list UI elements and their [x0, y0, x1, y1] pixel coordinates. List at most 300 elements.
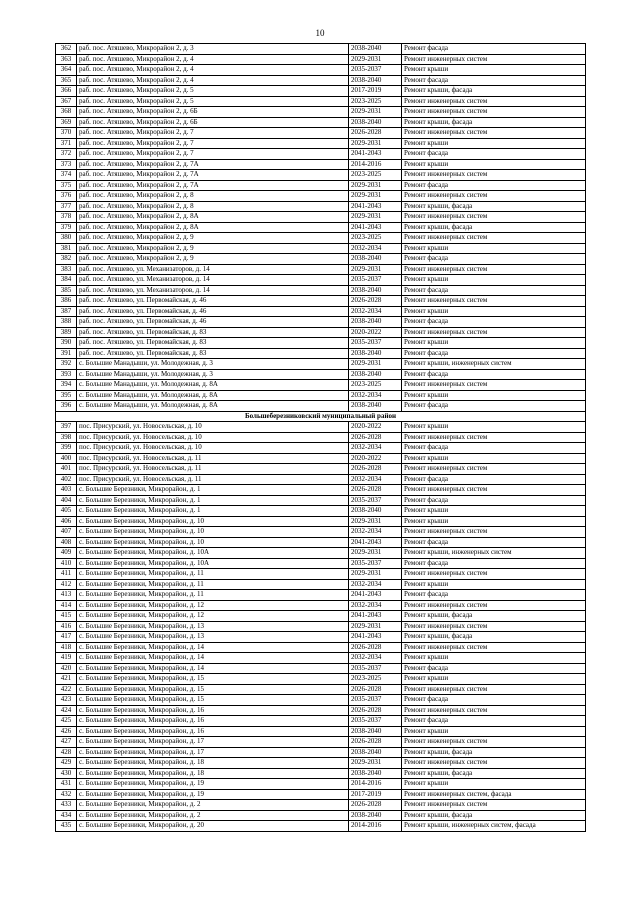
period-cell: 2032-2034 [349, 600, 402, 611]
work-type-cell: Ремонт крыши, фасада [402, 201, 586, 212]
table-row [56, 285, 586, 296]
work-type-cell: Ремонт фасада [402, 149, 586, 160]
address-cell: раб. пос. Атяшево, Микрорайон 2, д. 3 [77, 44, 349, 55]
work-type-cell: Ремонт инженерных систем [402, 758, 586, 769]
address-cell: с. Большие Манадыши, ул. Молодежная, д. 3 [77, 359, 349, 370]
period-cell: 2041-2043 [349, 632, 402, 643]
address-cell: раб. пос. Атяшево, Микрорайон 2, д. 4 [77, 54, 349, 65]
period-cell: 2038-2040 [349, 254, 402, 265]
work-type-cell: Ремонт фасада [402, 590, 586, 601]
work-type-cell: Ремонт крыши, фасада [402, 632, 586, 643]
work-type-cell: Ремонт крыши [402, 506, 586, 517]
row-number: 381 [56, 243, 77, 254]
row-number: 402 [56, 474, 77, 485]
table-row [56, 590, 586, 601]
table-row [56, 159, 586, 170]
work-type-cell: Ремонт инженерных систем [402, 485, 586, 496]
table-row [56, 149, 586, 160]
table-row [56, 317, 586, 328]
address-cell: раб. пос. Атяшево, Микрорайон 2, д. 7А [77, 170, 349, 181]
address-cell: с. Большие Березники, Микрорайон, д. 20 [77, 821, 349, 832]
address-cell: с. Большие Березники, Микрорайон, д. 12 [77, 600, 349, 611]
period-cell: 2035-2037 [349, 558, 402, 569]
work-type-cell: Ремонт инженерных систем [402, 432, 586, 443]
row-number: 419 [56, 653, 77, 664]
period-cell: 2029-2031 [349, 359, 402, 370]
address-cell: раб. пос. Атяшево, Микрорайон 2, д. 7А [77, 159, 349, 170]
row-number: 403 [56, 485, 77, 496]
work-type-cell: Ремонт фасада [402, 317, 586, 328]
period-cell: 2017-2019 [349, 789, 402, 800]
address-cell: с. Большие Березники, Микрорайон, д. 14 [77, 653, 349, 664]
row-number: 406 [56, 516, 77, 527]
table-row [56, 443, 586, 454]
table-row [56, 264, 586, 275]
work-type-cell: Ремонт крыши, фасада [402, 768, 586, 779]
table-row [56, 621, 586, 632]
period-cell: 2035-2037 [349, 65, 402, 76]
address-cell: с. Большие Манадыши, ул. Молодежная, д. 8А [77, 401, 349, 412]
work-type-cell: Ремонт фасада [402, 474, 586, 485]
address-cell: с. Большие Манадыши, ул. Молодежная, д. 8А [77, 380, 349, 391]
address-cell: с. Большие Березники, Микрорайон, д. 18 [77, 768, 349, 779]
row-number: 432 [56, 789, 77, 800]
work-type-cell: Ремонт инженерных систем [402, 107, 586, 118]
period-cell: 2032-2034 [349, 579, 402, 590]
period-cell: 2035-2037 [349, 716, 402, 727]
row-number: 398 [56, 432, 77, 443]
period-cell: 2038-2040 [349, 369, 402, 380]
table-row [56, 579, 586, 590]
table-row [56, 705, 586, 716]
row-number: 384 [56, 275, 77, 286]
row-number: 393 [56, 369, 77, 380]
work-type-cell: Ремонт крыши [402, 726, 586, 737]
work-type-cell: Ремонт инженерных систем [402, 191, 586, 202]
work-type-cell: Ремонт инженерных систем [402, 327, 586, 338]
row-number: 434 [56, 810, 77, 821]
row-number: 397 [56, 422, 77, 433]
address-cell: раб. пос. Атяшево, ул. Первомайская, д. 46 [77, 306, 349, 317]
period-cell: 2041-2043 [349, 149, 402, 160]
table-row [56, 201, 586, 212]
section-title: Большеберезниковский муниципальный район [56, 411, 586, 422]
row-number: 375 [56, 180, 77, 191]
table-row [56, 674, 586, 685]
row-number: 362 [56, 44, 77, 55]
row-number: 394 [56, 380, 77, 391]
table-row [56, 600, 586, 611]
table-row [56, 432, 586, 443]
work-type-cell: Ремонт инженерных систем [402, 233, 586, 244]
row-number: 416 [56, 621, 77, 632]
table-row [56, 107, 586, 118]
address-cell: раб. пос. Атяшево, Микрорайон 2, д. 6Б [77, 117, 349, 128]
work-type-cell: Ремонт инженерных систем [402, 600, 586, 611]
period-cell: 2026-2028 [349, 432, 402, 443]
row-number: 435 [56, 821, 77, 832]
address-cell: раб. пос. Атяшево, ул. Первомайская, д. 46 [77, 296, 349, 307]
work-type-cell: Ремонт фасада [402, 663, 586, 674]
address-cell: раб. пос. Атяшево, Микрорайон 2, д. 9 [77, 243, 349, 254]
table-row [56, 716, 586, 727]
table-row [56, 86, 586, 97]
work-type-cell: Ремонт инженерных систем [402, 527, 586, 538]
address-cell: с. Большие Березники, Микрорайон, д. 1 [77, 495, 349, 506]
table-row [56, 422, 586, 433]
table-row [56, 789, 586, 800]
address-cell: пос. Присурский, ул. Новосельская, д. 10 [77, 422, 349, 433]
period-cell: 2014-2016 [349, 779, 402, 790]
table-row [56, 485, 586, 496]
table-row [56, 212, 586, 223]
work-type-cell: Ремонт инженерных систем [402, 212, 586, 223]
table-row [56, 233, 586, 244]
row-number: 410 [56, 558, 77, 569]
table-row [56, 537, 586, 548]
period-cell: 2029-2031 [349, 138, 402, 149]
row-number: 364 [56, 65, 77, 76]
row-number: 400 [56, 453, 77, 464]
row-number: 413 [56, 590, 77, 601]
address-cell: с. Большие Березники, Микрорайон, д. 18 [77, 758, 349, 769]
period-cell: 2026-2028 [349, 296, 402, 307]
address-cell: раб. пос. Атяшево, ул. Первомайская, д. 83 [77, 327, 349, 338]
repair-schedule-body [56, 44, 586, 832]
work-type-cell: Ремонт инженерных систем [402, 264, 586, 275]
period-cell: 2026-2028 [349, 684, 402, 695]
address-cell: с. Большие Березники, Микрорайон, д. 16 [77, 726, 349, 737]
table-row [56, 453, 586, 464]
page-number: 10 [315, 28, 325, 38]
row-number: 401 [56, 464, 77, 475]
period-cell: 2020-2022 [349, 327, 402, 338]
period-cell: 2032-2034 [349, 243, 402, 254]
period-cell: 2032-2034 [349, 653, 402, 664]
work-type-cell: Ремонт крыши [402, 138, 586, 149]
table-row [56, 348, 586, 359]
address-cell: с. Большие Березники, Микрорайон, д. 16 [77, 716, 349, 727]
row-number: 408 [56, 537, 77, 548]
period-cell: 2026-2028 [349, 737, 402, 748]
table-row [56, 642, 586, 653]
period-cell: 2029-2031 [349, 180, 402, 191]
row-number: 370 [56, 128, 77, 139]
row-number: 390 [56, 338, 77, 349]
period-cell: 2020-2022 [349, 453, 402, 464]
address-cell: с. Большие Березники, Микрорайон, д. 1 [77, 485, 349, 496]
row-number: 433 [56, 800, 77, 811]
row-number: 392 [56, 359, 77, 370]
address-cell: с. Большие Березники, Микрорайон, д. 14 [77, 663, 349, 674]
period-cell: 2029-2031 [349, 516, 402, 527]
period-cell: 2038-2040 [349, 44, 402, 55]
address-cell: раб. пос. Атяшево, Микрорайон 2, д. 8А [77, 222, 349, 233]
period-cell: 2038-2040 [349, 117, 402, 128]
period-cell: 2029-2031 [349, 621, 402, 632]
row-number: 395 [56, 390, 77, 401]
table-row [56, 611, 586, 622]
period-cell: 2029-2031 [349, 548, 402, 559]
work-type-cell: Ремонт крыши [402, 243, 586, 254]
address-cell: раб. пос. Атяшево, ул. Первомайская, д. 83 [77, 338, 349, 349]
address-cell: раб. пос. Атяшево, ул. Первомайская, д. 46 [77, 317, 349, 328]
work-type-cell: Ремонт крыши [402, 390, 586, 401]
row-number: 415 [56, 611, 77, 622]
row-number: 414 [56, 600, 77, 611]
work-type-cell: Ремонт фасада [402, 716, 586, 727]
address-cell: с. Большие Березники, Микрорайон, д. 16 [77, 705, 349, 716]
work-type-cell: Ремонт фасада [402, 695, 586, 706]
address-cell: с. Большие Березники, Микрорайон, д. 15 [77, 674, 349, 685]
table-row [56, 800, 586, 811]
address-cell: пос. Присурский, ул. Новосельская, д. 10 [77, 432, 349, 443]
row-number: 391 [56, 348, 77, 359]
table-row [56, 663, 586, 674]
row-number: 383 [56, 264, 77, 275]
period-cell: 2029-2031 [349, 191, 402, 202]
table-row [56, 779, 586, 790]
row-number: 377 [56, 201, 77, 212]
table-row [56, 96, 586, 107]
row-number: 378 [56, 212, 77, 223]
address-cell: с. Большие Березники, Микрорайон, д. 17 [77, 737, 349, 748]
work-type-cell: Ремонт крыши [402, 159, 586, 170]
period-cell: 2035-2037 [349, 695, 402, 706]
work-type-cell: Ремонт фасада [402, 369, 586, 380]
table-row [56, 338, 586, 349]
period-cell: 2041-2043 [349, 537, 402, 548]
table-row [56, 495, 586, 506]
work-type-cell: Ремонт крыши, фасада [402, 222, 586, 233]
address-cell: с. Большие Манадыши, ул. Молодежная, д. 8А [77, 390, 349, 401]
table-row [56, 128, 586, 139]
row-number: 363 [56, 54, 77, 65]
period-cell: 2029-2031 [349, 107, 402, 118]
period-cell: 2023-2025 [349, 233, 402, 244]
table-row [56, 516, 586, 527]
address-cell: с. Большие Березники, Микрорайон, д. 15 [77, 684, 349, 695]
work-type-cell: Ремонт фасада [402, 180, 586, 191]
address-cell: с. Большие Березники, Микрорайон, д. 15 [77, 695, 349, 706]
row-number: 426 [56, 726, 77, 737]
work-type-cell: Ремонт крыши [402, 306, 586, 317]
work-type-cell: Ремонт крыши [402, 338, 586, 349]
row-number: 399 [56, 443, 77, 454]
row-number: 372 [56, 149, 77, 160]
work-type-cell: Ремонт инженерных систем [402, 705, 586, 716]
table-row [56, 464, 586, 475]
address-cell: с. Большие Манадыши, ул. Молодежная, д. 3 [77, 369, 349, 380]
address-cell: с. Большие Березники, Микрорайон, д. 19 [77, 789, 349, 800]
row-number: 404 [56, 495, 77, 506]
work-type-cell: Ремонт крыши, фасада [402, 747, 586, 758]
address-cell: раб. пос. Атяшево, Микрорайон 2, д. 9 [77, 233, 349, 244]
address-cell: с. Большие Березники, Микрорайон, д. 13 [77, 632, 349, 643]
work-type-cell: Ремонт инженерных систем [402, 642, 586, 653]
work-type-cell: Ремонт инженерных систем [402, 464, 586, 475]
table-row [56, 191, 586, 202]
row-number: 430 [56, 768, 77, 779]
table-row [56, 506, 586, 517]
work-type-cell: Ремонт крыши [402, 453, 586, 464]
table-row [56, 243, 586, 254]
address-cell: с. Большие Березники, Микрорайон, д. 1 [77, 506, 349, 517]
work-type-cell: Ремонт крыши [402, 275, 586, 286]
address-cell: раб. пос. Атяшево, ул. Механизаторов, д. 14 [77, 285, 349, 296]
table-row [56, 75, 586, 86]
period-cell: 2038-2040 [349, 768, 402, 779]
address-cell: раб. пос. Атяшево, Микрорайон 2, д. 4 [77, 75, 349, 86]
row-number: 424 [56, 705, 77, 716]
address-cell: с. Большие Березники, Микрорайон, д. 11 [77, 579, 349, 590]
address-cell: раб. пос. Атяшево, ул. Механизаторов, д. 14 [77, 264, 349, 275]
address-cell: с. Большие Березники, Микрорайон, д. 17 [77, 747, 349, 758]
address-cell: с. Большие Березники, Микрорайон, д. 2 [77, 810, 349, 821]
address-cell: раб. пос. Атяшево, Микрорайон 2, д. 8 [77, 201, 349, 212]
period-cell: 2038-2040 [349, 401, 402, 412]
period-cell: 2038-2040 [349, 747, 402, 758]
table-row [56, 170, 586, 181]
table-row [56, 737, 586, 748]
address-cell: с. Большие Березники, Микрорайон, д. 10 [77, 527, 349, 538]
table-row [56, 380, 586, 391]
work-type-cell: Ремонт инженерных систем [402, 380, 586, 391]
row-number: 387 [56, 306, 77, 317]
address-cell: пос. Присурский, ул. Новосельская, д. 11 [77, 464, 349, 475]
period-cell: 2035-2037 [349, 338, 402, 349]
row-number: 386 [56, 296, 77, 307]
row-number: 417 [56, 632, 77, 643]
table-row [56, 401, 586, 412]
period-cell: 2029-2031 [349, 212, 402, 223]
table-row [56, 138, 586, 149]
address-cell: раб. пос. Атяшево, Микрорайон 2, д. 4 [77, 65, 349, 76]
repair-schedule-table [55, 43, 586, 832]
table-row [56, 359, 586, 370]
address-cell: раб. пос. Атяшево, ул. Механизаторов, д. 14 [77, 275, 349, 286]
address-cell: с. Большие Березники, Микрорайон, д. 19 [77, 779, 349, 790]
work-type-cell: Ремонт инженерных систем [402, 684, 586, 695]
work-type-cell: Ремонт крыши [402, 422, 586, 433]
address-cell: раб. пос. Атяшево, Микрорайон 2, д. 8 [77, 191, 349, 202]
period-cell: 2023-2025 [349, 170, 402, 181]
address-cell: с. Большие Березники, Микрорайон, д. 11 [77, 590, 349, 601]
row-number: 421 [56, 674, 77, 685]
row-number: 405 [56, 506, 77, 517]
table-row [56, 180, 586, 191]
row-number: 427 [56, 737, 77, 748]
work-type-cell: Ремонт фасада [402, 254, 586, 265]
period-cell: 2023-2025 [349, 674, 402, 685]
work-type-cell: Ремонт фасада [402, 44, 586, 55]
period-cell: 2023-2025 [349, 96, 402, 107]
address-cell: раб. пос. Атяшево, Микрорайон 2, д. 7 [77, 138, 349, 149]
row-number: 422 [56, 684, 77, 695]
address-cell: пос. Присурский, ул. Новосельская, д. 10 [77, 443, 349, 454]
row-number: 376 [56, 191, 77, 202]
work-type-cell: Ремонт крыши [402, 779, 586, 790]
row-number: 409 [56, 548, 77, 559]
table-row [56, 684, 586, 695]
period-cell: 2032-2034 [349, 390, 402, 401]
address-cell: пос. Присурский, ул. Новосельская, д. 11 [77, 453, 349, 464]
table-row [56, 548, 586, 559]
period-cell: 2038-2040 [349, 506, 402, 517]
row-number: 367 [56, 96, 77, 107]
address-cell: с. Большие Березники, Микрорайон, д. 2 [77, 800, 349, 811]
table-row [56, 758, 586, 769]
row-number: 382 [56, 254, 77, 265]
work-type-cell: Ремонт фасада [402, 558, 586, 569]
work-type-cell: Ремонт крыши, фасада [402, 611, 586, 622]
work-type-cell: Ремонт инженерных систем [402, 800, 586, 811]
row-number: 431 [56, 779, 77, 790]
address-cell: с. Большие Березники, Микрорайон, д. 12 [77, 611, 349, 622]
row-number: 420 [56, 663, 77, 674]
row-number: 385 [56, 285, 77, 296]
work-type-cell: Ремонт инженерных систем [402, 621, 586, 632]
table-row [56, 653, 586, 664]
table-row [56, 695, 586, 706]
work-type-cell: Ремонт фасада [402, 495, 586, 506]
period-cell: 2026-2028 [349, 800, 402, 811]
work-type-cell: Ремонт фасада [402, 348, 586, 359]
row-number: 380 [56, 233, 77, 244]
work-type-cell: Ремонт инженерных систем [402, 128, 586, 139]
address-cell: раб. пос. Атяшево, Микрорайон 2, д. 7 [77, 128, 349, 139]
table-row [56, 726, 586, 737]
period-cell: 2041-2043 [349, 201, 402, 212]
work-type-cell: Ремонт фасада [402, 401, 586, 412]
address-cell: раб. пос. Атяшево, ул. Первомайская, д. 83 [77, 348, 349, 359]
address-cell: с. Большие Березники, Микрорайон, д. 14 [77, 642, 349, 653]
row-number: 369 [56, 117, 77, 128]
work-type-cell: Ремонт инженерных систем [402, 296, 586, 307]
row-number: 423 [56, 695, 77, 706]
period-cell: 2038-2040 [349, 726, 402, 737]
work-type-cell: Ремонт инженерных систем [402, 96, 586, 107]
period-cell: 2038-2040 [349, 75, 402, 86]
period-cell: 2029-2031 [349, 569, 402, 580]
period-cell: 2029-2031 [349, 264, 402, 275]
period-cell: 2035-2037 [349, 495, 402, 506]
address-cell: с. Большие Березники, Микрорайон, д. 10А [77, 548, 349, 559]
work-type-cell: Ремонт инженерных систем [402, 737, 586, 748]
period-cell: 2038-2040 [349, 810, 402, 821]
table-row [56, 54, 586, 65]
period-cell: 2038-2040 [349, 285, 402, 296]
work-type-cell: Ремонт крыши, инженерных систем, фасада [402, 821, 586, 832]
period-cell: 2038-2040 [349, 348, 402, 359]
table-row [56, 222, 586, 233]
table-row [56, 117, 586, 128]
period-cell: 2029-2031 [349, 758, 402, 769]
row-number: 379 [56, 222, 77, 233]
address-cell: с. Большие Березники, Микрорайон, д. 13 [77, 621, 349, 632]
table-row [56, 558, 586, 569]
table-row [56, 306, 586, 317]
period-cell: 2026-2028 [349, 705, 402, 716]
period-cell: 2026-2028 [349, 485, 402, 496]
row-number: 425 [56, 716, 77, 727]
address-cell: раб. пос. Атяшево, Микрорайон 2, д. 5 [77, 96, 349, 107]
table-row [56, 369, 586, 380]
address-cell: с. Большие Березники, Микрорайон, д. 10А [77, 558, 349, 569]
work-type-cell: Ремонт инженерных систем [402, 569, 586, 580]
address-cell: раб. пос. Атяшево, Микрорайон 2, д. 6Б [77, 107, 349, 118]
address-cell: с. Большие Березники, Микрорайон, д. 11 [77, 569, 349, 580]
